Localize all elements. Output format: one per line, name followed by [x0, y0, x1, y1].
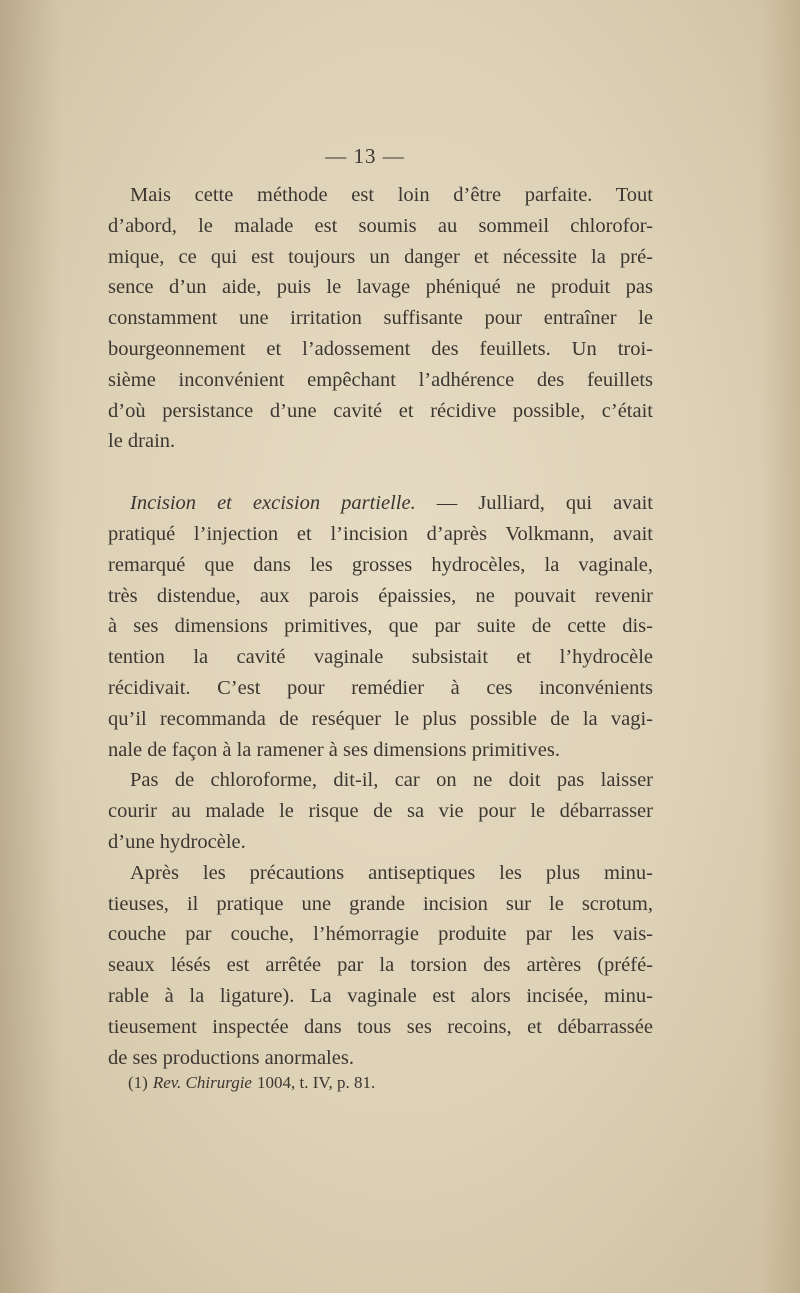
- text-line: constamment une irritation suffisante pour entraîner le: [108, 307, 653, 330]
- text-line: d’abord, le malade est soumis au sommeil chlorofor-: [108, 214, 653, 237]
- text-line: remarqué que dans les grosses hydrocèles, la vaginale,: [108, 553, 653, 576]
- text-line: d’où persistance d’une cavité et récidive possible, c’était: [108, 399, 653, 422]
- text-line: sence d’un aide, puis le lavage phéniqué ne produit pas: [108, 276, 653, 299]
- text-line: récidivait. C’est pour remédier à ces inconvénients: [108, 676, 653, 699]
- text-line: Pas de chloroforme, dit-il, car on ne doit pas laisser: [130, 769, 653, 792]
- footnote-marker: (1): [128, 1073, 148, 1092]
- text-line: tieusement inspectée dans tous ses recoins, et débarrassée: [108, 1015, 653, 1038]
- footnote: [128, 1073, 380, 1093]
- text-line: sième inconvénient empêchant l’adhérence des feuillets: [108, 368, 653, 391]
- text-line: seaux lésés est arrêtée par la torsion des artères (préfé-: [108, 954, 653, 977]
- text-line: couche par couche, l’hémorragie produite par les vais-: [108, 923, 653, 946]
- footnote-details: 1004, t. IV, p. 81.: [256, 1073, 376, 1092]
- page-number: — 13 —: [325, 144, 405, 168]
- paragraph-gap: [108, 457, 653, 488]
- text-line: pratiqué l’injection et l’incision d’après Volkmann, avait: [108, 522, 653, 545]
- body-text: [108, 180, 653, 1073]
- text-line: tieuses, il pratique une grande incision sur le scrotum,: [108, 892, 653, 915]
- text-line: le drain.: [108, 430, 176, 453]
- text-line: bourgeonnement et l’adossement des feuillets. Un troi-: [108, 337, 653, 360]
- text-line: très distendue, aux parois épaissies, ne pouvait revenir: [108, 584, 653, 607]
- text-line: nale de façon à la ramener à ses dimensions primitives.: [108, 738, 560, 761]
- section-heading-line: [108, 488, 653, 519]
- section-heading-continuation: — Julliard, qui avait: [415, 492, 653, 515]
- page-edge-shadow-left: [0, 0, 60, 1293]
- text-line: Mais cette méthode est loin d’être parfaite. Tout: [130, 184, 653, 206]
- text-line: Après les précautions antiseptiques les plus minu-: [130, 861, 653, 884]
- text-line: courir au malade le risque de sa vie pour le débarrasser: [108, 800, 653, 823]
- text-line: mique, ce qui est toujours un danger et nécessite la pré-: [108, 245, 653, 268]
- text-line: de ses productions anormales.: [108, 1046, 354, 1069]
- text-line: rable à la ligature). La vaginale est alors incisée, minu-: [108, 984, 653, 1007]
- footnote-source: Rev. Chirurgie: [152, 1073, 252, 1092]
- text-line: tention la cavité vaginale subsistait et l’hydrocèle: [108, 646, 653, 669]
- text-line: à ses dimensions primitives, que par suite de cette dis-: [108, 615, 653, 638]
- text-line: d’une hydrocèle.: [108, 830, 246, 853]
- text-line: qu’il recommanda de reséquer le plus possible de la vagi-: [108, 707, 653, 730]
- page-edge-shadow-right: [760, 0, 800, 1293]
- section-heading: Incision et excision partielle.: [130, 492, 416, 515]
